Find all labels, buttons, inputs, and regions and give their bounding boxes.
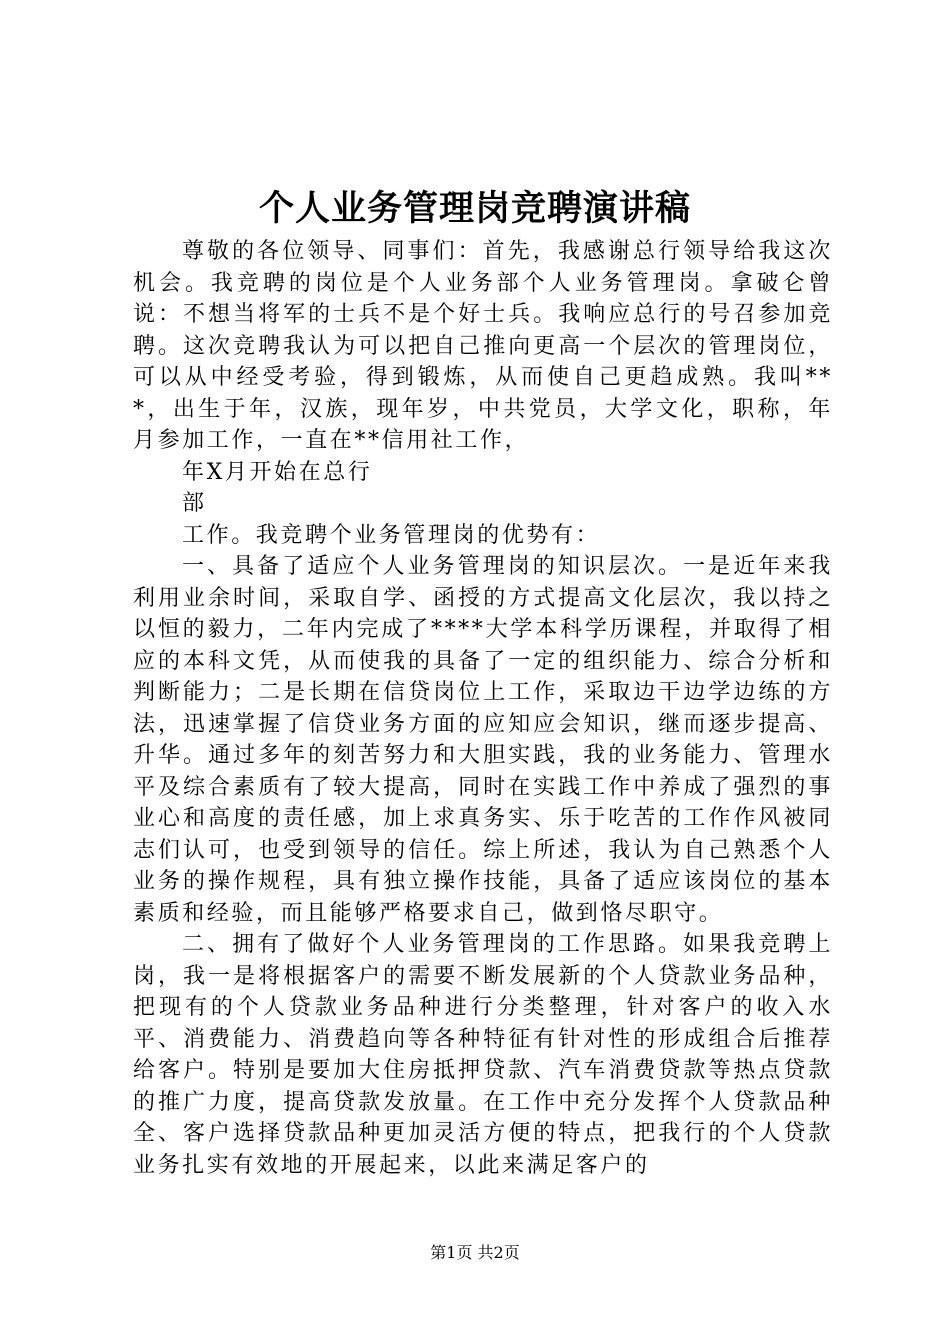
document-title: 个人业务管理岗竞聘演讲稿	[258, 188, 691, 229]
paragraph-greeting: 尊敬的各位领导、同事们：首先，我感谢总行领导给我这次机会。我竞聘的岗位是个人业务部个人业务管理岗。拿破仑曾说：不想当将军的士兵不是个好士兵。我响应总行的号召参加竞聘。这次竞聘我认为可以把自己推向更高一个层次的管理岗位，可以从中经受考验，得到锻炼，从而使自己更趋成熟。我叫***，出生于年，汉族，现年岁，中共党员，大学文化，职称，年月参加工作，一直在**信用社工作，	[133, 239, 833, 453]
document-body	[133, 236, 833, 1181]
page-number-footer: 第1页 共2页	[430, 1243, 520, 1262]
paragraph-department: 部	[182, 491, 207, 516]
paragraph-point-one: 一、具备了适应个人业务管理岗的知识层次。一是近年来我利用业余时间，采取自学、函授的方式提高文化层次，我以持之以恒的毅力，二年内完成了****大学本科学历课程，并取得了相应的本科文凭，从而使我的具备了一定的组织能力、综合分析和判断能力；二是长期在信贷岗位上工作，采取边干边学边练的方法，迅速掌握了信贷业务方面的应知应会知识，继而逐步提高、升华。通过多年的刻苦努力和大胆实践，我的业务能力、管理水平及综合素质有了较大提高，同时在实践工作中养成了强烈的事业心和高度的责任感，加上求真务实、乐于吃苦的工作作风被同志们认可，也受到领导的信任。综上所述，我认为自己熟悉个人业务的操作规程，具有独立操作技能，具备了适应该岗位的基本素质和经验，而且能够严格要求自己，做到恪尽职守。	[133, 554, 833, 926]
paragraph-point-two: 二、拥有了做好个人业务管理岗的工作思路。如果我竞聘上岗，我一是将根据客户的需要不断发展新的个人贷款业务品种，把现有的个人贷款业务品种进行分类整理，针对客户的收入水平、消费能力、消费趋向等各种特征有针对性的形成组合后推荐给客户。特别是要加大住房抵押贷款、汽车消费贷款等热点贷款的推广力度，提高贷款发放量。在工作中充分发挥个人贷款品种全、客户选择贷款品种更加灵活方便的特点，把我行的个人贷款业务扎实有效地的开展起来，以此来满足客户的	[133, 932, 833, 1178]
paragraph-advantages-intro: 工作。我竞聘个业务管理岗的优势有：	[182, 522, 601, 548]
paragraph-start-date: 年X月开始在总行	[182, 459, 373, 485]
